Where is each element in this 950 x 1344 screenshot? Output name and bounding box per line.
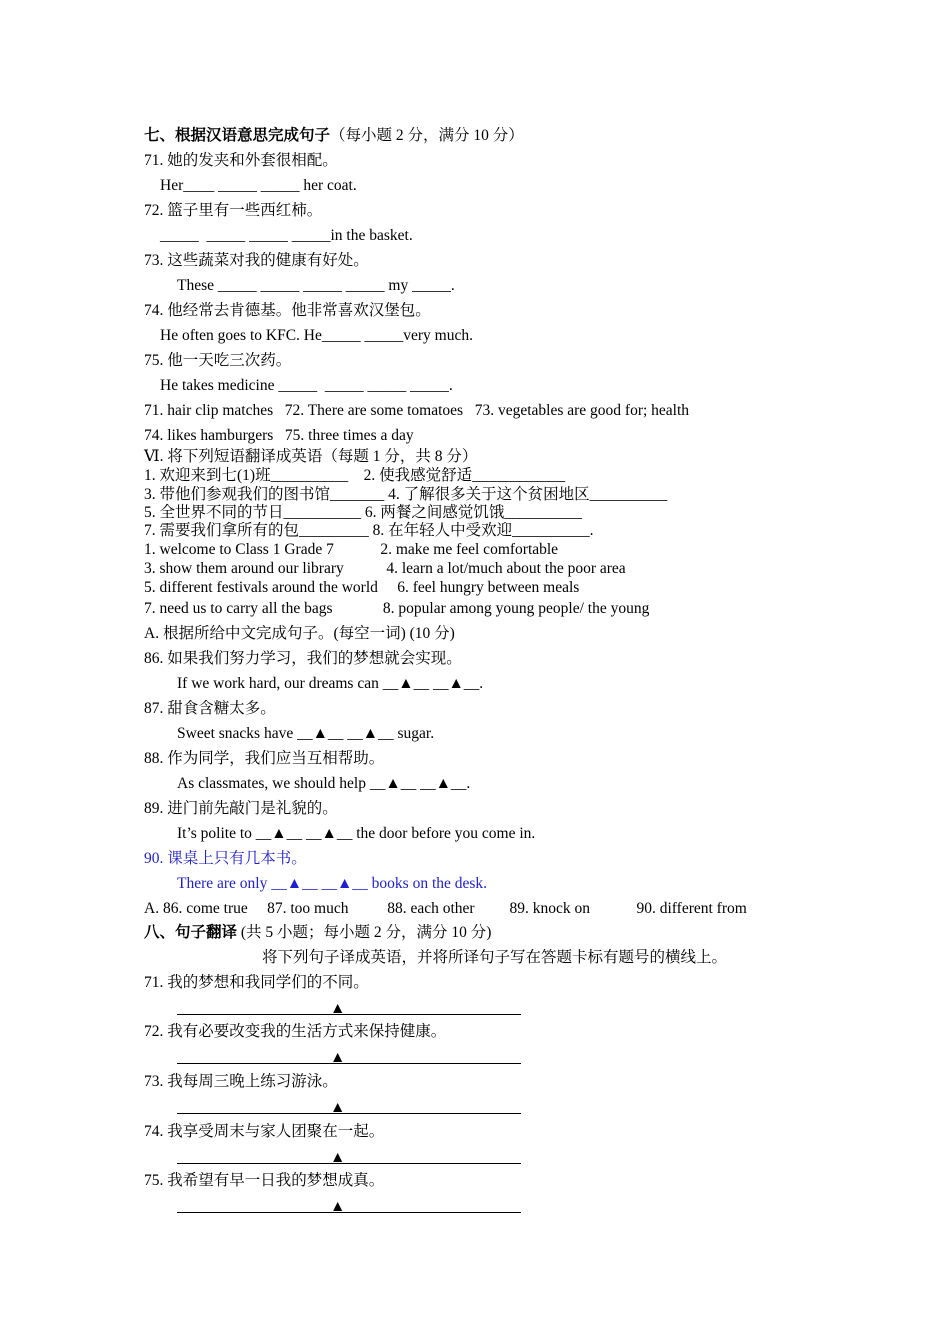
s8-q75: 75. 我希望有早一日我的梦想成真。 bbox=[144, 1172, 385, 1189]
q74-english-blanks: He often goes to KFC. He_____ _____very much. bbox=[160, 327, 473, 344]
q71-english-blanks: Her____ _____ _____ her coat. bbox=[160, 177, 357, 194]
q88-chinese: 88. 作为同学，我们应当互相帮助。 bbox=[144, 750, 385, 767]
q89-english: It’s polite to __▲__ __▲__ the door before you come in. bbox=[177, 825, 536, 842]
q73-english-blanks: These _____ _____ _____ _____ my _____. bbox=[177, 277, 455, 294]
section8-title: 八、句子翻译 bbox=[144, 924, 238, 941]
q90-english: There are only __▲__ __▲__ books on the desk. bbox=[177, 875, 488, 892]
section7-answers-line1: 71. hair clip matches 72. There are some tomatoes 73. vegetables are good for; health bbox=[144, 402, 690, 419]
s8-q72-mark: ▲ bbox=[330, 1049, 346, 1066]
sectionA-heading: A. 根据所给中文完成句子。(每空一词) (10 分) bbox=[144, 625, 455, 642]
s8-q71-answer-line bbox=[177, 1014, 521, 1015]
s8-q74: 74. 我享受周末与家人团聚在一起。 bbox=[144, 1123, 385, 1140]
section7-answers-line2: 74. likes hamburgers 75. three times a day bbox=[144, 427, 414, 444]
s8-q74-answer-line bbox=[177, 1163, 521, 1164]
q71-chinese: 71. 她的发夹和外套很相配。 bbox=[144, 152, 338, 169]
section6-line1: 1. 欢迎来到七(1)班__________ 2. 使我感觉舒适____________ bbox=[144, 467, 566, 484]
section6-heading: Ⅵ. 将下列短语翻译成英语（每题 1 分，共 8 分） bbox=[144, 448, 478, 465]
q87-chinese: 87. 甜食含糖太多。 bbox=[144, 700, 276, 717]
section6-line2: 3. 带他们参观我们的图书馆_______ 4. 了解很多关于这个贫困地区__________ bbox=[144, 486, 668, 503]
s8-q73-mark: ▲ bbox=[330, 1099, 346, 1116]
q72-english-blanks: _____ _____ _____ _____in the basket. bbox=[160, 227, 413, 244]
s8-q74-mark: ▲ bbox=[330, 1149, 346, 1166]
section6-answer4: 7. need us to carry all the bags 8. popular among young people/ the young bbox=[144, 600, 650, 617]
section8-instructions: 将下列句子译成英语，并将所译句子写在答题卡标有题号的横线上。 bbox=[262, 949, 728, 966]
q89-chinese: 89. 进门前先敲门是礼貌的。 bbox=[144, 800, 338, 817]
s8-q71: 71. 我的梦想和我同学们的不同。 bbox=[144, 974, 369, 991]
q90-chinese: 90. 课桌上只有几本书。 bbox=[144, 850, 307, 867]
q74-chinese: 74. 他经常去肯德基。他非常喜欢汉堡包。 bbox=[144, 302, 431, 319]
section8-scoring: (共 5 小题；每小题 2 分，满分 10 分) bbox=[237, 924, 492, 941]
q86-chinese: 86. 如果我们努力学习，我们的梦想就会实现。 bbox=[144, 650, 462, 667]
section6-line3: 5. 全世界不同的节日__________ 6. 两餐之间感觉饥饿__________ bbox=[144, 504, 582, 521]
section6-answer3: 5. different festivals around the world 6. feel hungry between meals bbox=[144, 579, 580, 596]
section7-scoring: （每小题 2 分，满分 10 分） bbox=[330, 127, 524, 144]
section8-heading bbox=[144, 923, 491, 943]
section6-line4: 7. 需要我们拿所有的包_________ 8. 在年轻人中受欢迎__________. bbox=[144, 522, 594, 539]
s8-q73-answer-line bbox=[177, 1113, 521, 1114]
section6-answer1: 1. welcome to Class 1 Grade 7 2. make me feel comfortable bbox=[144, 541, 559, 558]
s8-q73: 73. 我每周三晚上练习游泳。 bbox=[144, 1073, 338, 1090]
section7-title: 七、根据汉语意思完成句子 bbox=[144, 127, 331, 144]
s8-q72-answer-line bbox=[177, 1063, 521, 1064]
s8-q75-mark: ▲ bbox=[330, 1198, 346, 1215]
section7-heading bbox=[144, 126, 524, 146]
s8-q75-answer-line bbox=[177, 1212, 521, 1213]
sectionA-answers: A. 86. come true 87. too much 88. each other 89. knock on 90. different from bbox=[144, 900, 747, 917]
q86-english: If we work hard, our dreams can __▲__ __▲__. bbox=[177, 675, 484, 692]
s8-q71-mark: ▲ bbox=[330, 1000, 346, 1017]
q87-english: Sweet snacks have __▲__ __▲__ sugar. bbox=[177, 725, 435, 742]
s8-q72: 72. 我有必要改变我的生活方式来保持健康。 bbox=[144, 1023, 447, 1040]
q72-chinese: 72. 篮子里有一些西红柿。 bbox=[144, 202, 323, 219]
q88-english: As classmates, we should help __▲__ __▲__. bbox=[177, 775, 471, 792]
section6-answer2: 3. show them around our library 4. learn a lot/much about the poor area bbox=[144, 560, 626, 577]
q75-english-blanks: He takes medicine _____ _____ _____ _____. bbox=[160, 377, 453, 394]
q73-chinese: 73. 这些蔬菜对我的健康有好处。 bbox=[144, 252, 369, 269]
q75-chinese: 75. 他一天吃三次药。 bbox=[144, 352, 292, 369]
